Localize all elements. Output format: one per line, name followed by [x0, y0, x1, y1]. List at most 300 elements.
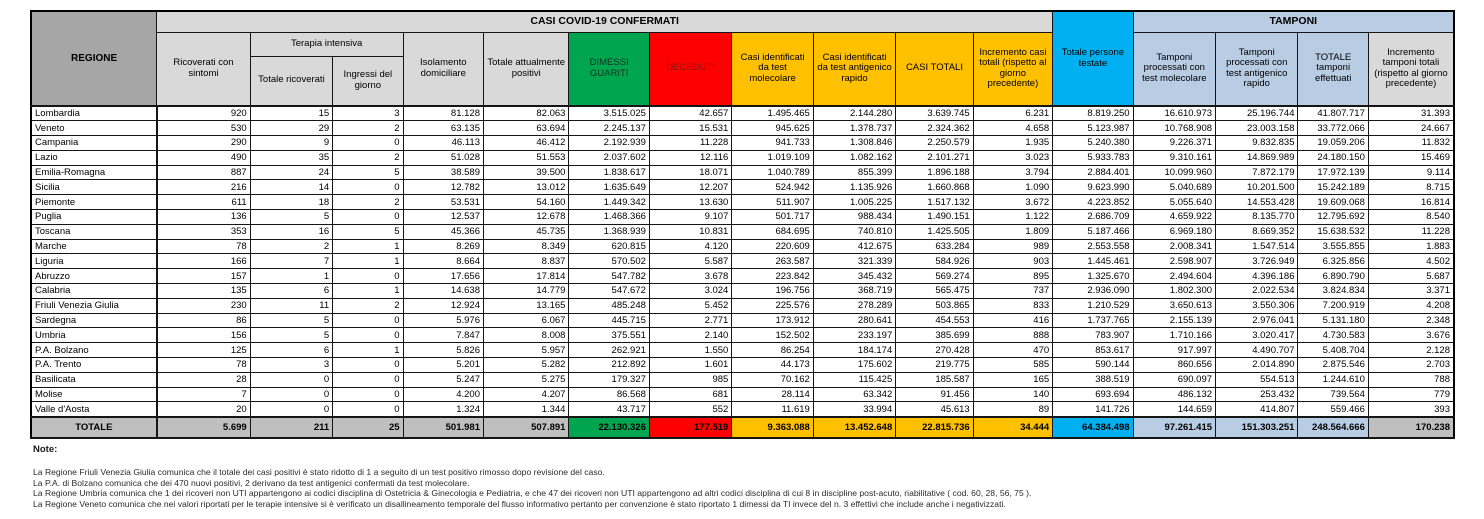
value-cell: 4.490.707: [1216, 343, 1298, 358]
value-cell: 18.071: [649, 165, 731, 180]
value-cell: 78: [157, 239, 251, 254]
value-cell: 353: [157, 224, 251, 239]
value-cell: 11.832: [1368, 136, 1454, 151]
region-name: P.A. Bolzano: [31, 343, 157, 358]
col-header-ricoverati: Ricoverati con sintomi: [157, 32, 251, 106]
value-cell: 223.842: [732, 269, 813, 284]
value-cell: 8.349: [483, 239, 568, 254]
value-cell: 0: [333, 402, 403, 417]
value-cell: 54.160: [483, 195, 568, 210]
value-cell: 53.531: [403, 195, 483, 210]
value-cell: 12.116: [649, 150, 731, 165]
value-cell: 393: [1368, 402, 1454, 417]
value-cell: 2.936.090: [1053, 284, 1133, 299]
value-cell: 216: [157, 180, 251, 195]
notes-title: Note:: [33, 444, 58, 455]
value-cell: 445.715: [569, 313, 649, 328]
region-name: Emilia-Romagna: [31, 165, 157, 180]
value-cell: 262.921: [569, 343, 649, 358]
table-row: [31, 328, 1454, 343]
table-row: [31, 165, 1454, 180]
value-cell: 2.686.709: [1053, 210, 1133, 225]
value-cell: 2.875.546: [1298, 358, 1368, 373]
value-cell: 1: [333, 343, 403, 358]
value-cell: 141.726: [1053, 402, 1133, 417]
totale-label: TOTALE: [31, 417, 157, 438]
value-cell: 220.609: [732, 239, 813, 254]
value-cell: 230: [157, 298, 251, 313]
value-cell: 788: [1368, 372, 1454, 387]
value-cell: 0: [250, 372, 332, 387]
value-cell: 23.003.158: [1216, 121, 1298, 136]
value-cell: 35: [250, 150, 332, 165]
value-cell: 569.274: [896, 269, 973, 284]
value-cell: 5.976: [403, 313, 483, 328]
value-cell: 388.519: [1053, 372, 1133, 387]
value-cell: 8.715: [1368, 180, 1454, 195]
note-line: La Regione Veneto comunica che nei valori riportati per le terapie intensive si è verificato un disallineamento temporale del flusso informativo pertanto per convenzione è stato riportato 1 dimessi da TI invece del n. 3 effettivi che include anche i negativizzati.: [33, 498, 1006, 509]
region-name: Valle d'Aosta: [31, 402, 157, 417]
value-cell: 14: [250, 180, 332, 195]
value-cell: 86: [157, 313, 251, 328]
value-cell: 43.717: [569, 402, 649, 417]
value-cell: 24: [250, 165, 332, 180]
value-cell: 1.495.465: [732, 106, 813, 121]
value-cell: 565.475: [896, 284, 973, 299]
region-name: Marche: [31, 239, 157, 254]
value-cell: 86.254: [732, 343, 813, 358]
value-cell: 17.656: [403, 269, 483, 284]
value-cell: 2: [250, 239, 332, 254]
value-cell: 2.250.579: [896, 136, 973, 151]
value-cell: 0: [333, 269, 403, 284]
value-cell: 3: [333, 106, 403, 121]
value-cell: 63.135: [403, 121, 483, 136]
value-cell: 1.737.765: [1053, 313, 1133, 328]
value-cell: 2: [333, 298, 403, 313]
col-header-casi-molecolare: Casi identificati da test molecolare: [732, 32, 813, 106]
value-cell: 165: [973, 372, 1052, 387]
totale-value-cell: 177.519: [649, 417, 731, 438]
value-cell: 1.635.649: [569, 180, 649, 195]
value-cell: 1.468.366: [569, 210, 649, 225]
col-header-tamponi-antigenico: Tamponi processati con test antigenico rapido: [1216, 32, 1298, 106]
value-cell: 5.687: [1368, 269, 1454, 284]
value-cell: 620.815: [569, 239, 649, 254]
table-row: [31, 136, 1454, 151]
table-row: [31, 358, 1454, 373]
value-cell: 985: [649, 372, 731, 387]
region-name: Basilicata: [31, 372, 157, 387]
value-cell: 1.601: [649, 358, 731, 373]
table-row: [31, 284, 1454, 299]
region-name: Puglia: [31, 210, 157, 225]
value-cell: 681: [649, 387, 731, 402]
value-cell: 13.165: [483, 298, 568, 313]
value-cell: 253.432: [1216, 387, 1298, 402]
totale-value-cell: 170.238: [1368, 417, 1454, 438]
value-cell: 19.059.206: [1298, 136, 1368, 151]
value-cell: 12.678: [483, 210, 568, 225]
value-cell: 12.207: [649, 180, 731, 195]
totale-value-cell: 5.699: [157, 417, 251, 438]
value-cell: 3.024: [649, 284, 731, 299]
totale-value-cell: 211: [250, 417, 332, 438]
region-name: Lombardia: [31, 106, 157, 121]
totale-value-cell: 151.303.251: [1216, 417, 1298, 438]
value-cell: 2.598.907: [1133, 254, 1215, 269]
region-name: Molise: [31, 387, 157, 402]
value-cell: 5: [333, 165, 403, 180]
table-row: [31, 150, 1454, 165]
value-cell: 6: [250, 343, 332, 358]
value-cell: 2: [333, 150, 403, 165]
value-cell: 2.703: [1368, 358, 1454, 373]
table-row: [31, 269, 1454, 284]
value-cell: 547.672: [569, 284, 649, 299]
value-cell: 28: [157, 372, 251, 387]
value-cell: 1.378.737: [813, 121, 895, 136]
col-header-persone-testate: Totale persone testate: [1053, 11, 1133, 106]
table-row: [31, 224, 1454, 239]
value-cell: 547.782: [569, 269, 649, 284]
value-cell: 1.082.162: [813, 150, 895, 165]
value-cell: 135: [157, 284, 251, 299]
table-row: [31, 402, 1454, 417]
value-cell: 81.128: [403, 106, 483, 121]
value-cell: 0: [333, 387, 403, 402]
value-cell: 1: [333, 284, 403, 299]
value-cell: 70.162: [732, 372, 813, 387]
value-cell: 2.101.271: [896, 150, 973, 165]
value-cell: 0: [333, 136, 403, 151]
value-cell: 5: [333, 224, 403, 239]
value-cell: 779: [1368, 387, 1454, 402]
value-cell: 4.658: [973, 121, 1052, 136]
value-cell: 385.699: [896, 328, 973, 343]
value-cell: 3.650.613: [1133, 298, 1215, 313]
value-cell: 1.710.166: [1133, 328, 1215, 343]
value-cell: 2.884.401: [1053, 165, 1133, 180]
region-name: Sicilia: [31, 180, 157, 195]
value-cell: 9.310.161: [1133, 150, 1215, 165]
value-cell: 3: [250, 358, 332, 373]
value-cell: 988.434: [813, 210, 895, 225]
value-cell: 63.694: [483, 121, 568, 136]
value-cell: 219.775: [896, 358, 973, 373]
value-cell: 855.399: [813, 165, 895, 180]
value-cell: 38.589: [403, 165, 483, 180]
value-cell: 611: [157, 195, 251, 210]
value-cell: 1.324: [403, 402, 483, 417]
value-cell: 1.090: [973, 180, 1052, 195]
value-cell: 0: [333, 313, 403, 328]
value-cell: 2.128: [1368, 343, 1454, 358]
value-cell: 2.192.939: [569, 136, 649, 151]
table-row: [31, 106, 1454, 121]
value-cell: 6.067: [483, 313, 568, 328]
value-cell: 10.831: [649, 224, 731, 239]
value-cell: 6.890.790: [1298, 269, 1368, 284]
table-header: [31, 11, 1454, 106]
value-cell: 173.912: [732, 313, 813, 328]
value-cell: 4.659.922: [1133, 210, 1215, 225]
value-cell: 280.641: [813, 313, 895, 328]
value-cell: 45.735: [483, 224, 568, 239]
value-cell: 737: [973, 284, 1052, 299]
value-cell: 8.837: [483, 254, 568, 269]
col-header-regione: REGIONE: [31, 11, 157, 106]
value-cell: 2.245.137: [569, 121, 649, 136]
value-cell: 44.173: [732, 358, 813, 373]
value-cell: 89: [973, 402, 1052, 417]
value-cell: 485.248: [569, 298, 649, 313]
value-cell: 29: [250, 121, 332, 136]
value-cell: 739.564: [1298, 387, 1368, 402]
value-cell: 233.197: [813, 328, 895, 343]
value-cell: 684.695: [732, 224, 813, 239]
table-row: [31, 180, 1454, 195]
totale-value-cell: 34.444: [973, 417, 1052, 438]
value-cell: 412.675: [813, 239, 895, 254]
value-cell: 1.802.300: [1133, 284, 1215, 299]
value-cell: 11.228: [1368, 224, 1454, 239]
value-cell: 2.494.604: [1133, 269, 1215, 284]
notes: [33, 444, 1031, 509]
value-cell: 13.012: [483, 180, 568, 195]
value-cell: 166: [157, 254, 251, 269]
value-cell: 278.289: [813, 298, 895, 313]
value-cell: 136: [157, 210, 251, 225]
value-cell: 179.327: [569, 372, 649, 387]
value-cell: 3.676: [1368, 328, 1454, 343]
value-cell: 212.892: [569, 358, 649, 373]
section-header-tamponi: TAMPONI: [1133, 11, 1454, 32]
value-cell: 3.555.855: [1298, 239, 1368, 254]
value-cell: 125: [157, 343, 251, 358]
value-cell: 524.942: [732, 180, 813, 195]
value-cell: 263.587: [732, 254, 813, 269]
value-cell: 31.393: [1368, 106, 1454, 121]
covid-table: [30, 10, 1455, 439]
value-cell: 5.240.380: [1053, 136, 1133, 151]
region-name: P.A. Trento: [31, 358, 157, 373]
col-header-deceduti: DECEDUTI: [649, 32, 731, 106]
value-cell: 4.502: [1368, 254, 1454, 269]
value-cell: 15.469: [1368, 150, 1454, 165]
value-cell: 42.657: [649, 106, 731, 121]
value-cell: 5: [250, 210, 332, 225]
table-row: [31, 121, 1454, 136]
value-cell: 225.576: [732, 298, 813, 313]
value-cell: 5.201: [403, 358, 483, 373]
value-cell: 2.037.602: [569, 150, 649, 165]
value-cell: 888: [973, 328, 1052, 343]
value-cell: 16.610.973: [1133, 106, 1215, 121]
value-cell: 7: [157, 387, 251, 402]
value-cell: 1.445.461: [1053, 254, 1133, 269]
value-cell: 590.144: [1053, 358, 1133, 373]
value-cell: 1.883: [1368, 239, 1454, 254]
value-cell: 1.809: [973, 224, 1052, 239]
value-cell: 46.113: [403, 136, 483, 151]
totale-value-cell: 13.452.648: [813, 417, 895, 438]
value-cell: 570.502: [569, 254, 649, 269]
value-cell: 12.782: [403, 180, 483, 195]
value-cell: 1.005.225: [813, 195, 895, 210]
value-cell: 1.517.132: [896, 195, 973, 210]
col-header-tamponi-molecolare: Tamponi processati con test molecolare: [1133, 32, 1215, 106]
section-header-casi-confermati: CASI COVID-19 CONFERMATI: [157, 11, 1053, 32]
value-cell: 3.794: [973, 165, 1052, 180]
value-cell: 3.639.745: [896, 106, 973, 121]
value-cell: 2.771: [649, 313, 731, 328]
value-cell: 8.669.352: [1216, 224, 1298, 239]
value-cell: 1: [333, 254, 403, 269]
value-cell: 5.131.180: [1298, 313, 1368, 328]
value-cell: 5.826: [403, 343, 483, 358]
value-cell: 11.228: [649, 136, 731, 151]
value-cell: 416: [973, 313, 1052, 328]
value-cell: 8.269: [403, 239, 483, 254]
value-cell: 10.201.500: [1216, 180, 1298, 195]
value-cell: 321.339: [813, 254, 895, 269]
value-cell: 4.200: [403, 387, 483, 402]
value-cell: 17.972.139: [1298, 165, 1368, 180]
value-cell: 3.371: [1368, 284, 1454, 299]
value-cell: 2.014.890: [1216, 358, 1298, 373]
value-cell: 9.226.371: [1133, 136, 1215, 151]
col-header-casi-antigenico: Casi identificati da test antigenico rapido: [813, 32, 895, 106]
value-cell: 1.550: [649, 343, 731, 358]
value-cell: 2.008.341: [1133, 239, 1215, 254]
value-cell: 2.324.362: [896, 121, 973, 136]
value-cell: 5: [250, 313, 332, 328]
value-cell: 14.638: [403, 284, 483, 299]
value-cell: 941.733: [732, 136, 813, 151]
value-cell: 1: [250, 269, 332, 284]
value-cell: 9.107: [649, 210, 731, 225]
value-cell: 16.814: [1368, 195, 1454, 210]
value-cell: 554.513: [1216, 372, 1298, 387]
value-cell: 11: [250, 298, 332, 313]
value-cell: 78: [157, 358, 251, 373]
value-cell: 51.028: [403, 150, 483, 165]
value-cell: 8.819.250: [1053, 106, 1133, 121]
value-cell: 920: [157, 106, 251, 121]
value-cell: 7: [250, 254, 332, 269]
value-cell: 12.537: [403, 210, 483, 225]
value-cell: 7.872.179: [1216, 165, 1298, 180]
value-cell: 20: [157, 402, 251, 417]
value-cell: 860.656: [1133, 358, 1215, 373]
value-cell: 184.174: [813, 343, 895, 358]
totale-row: [31, 417, 1454, 438]
value-cell: 115.425: [813, 372, 895, 387]
value-cell: 1.135.926: [813, 180, 895, 195]
value-cell: 3.824.834: [1298, 284, 1368, 299]
value-cell: 530: [157, 121, 251, 136]
region-name: Lazio: [31, 150, 157, 165]
value-cell: 584.926: [896, 254, 973, 269]
col-header-totale-ricoverati: Totale ricoverati: [250, 56, 332, 106]
value-cell: 511.907: [732, 195, 813, 210]
value-cell: 7.200.919: [1298, 298, 1368, 313]
value-cell: 633.284: [896, 239, 973, 254]
value-cell: 45.366: [403, 224, 483, 239]
table-row: [31, 387, 1454, 402]
value-cell: 693.694: [1053, 387, 1133, 402]
totale-value-cell: 22.815.736: [896, 417, 973, 438]
value-cell: 6: [250, 284, 332, 299]
value-cell: 368.719: [813, 284, 895, 299]
value-cell: 185.587: [896, 372, 973, 387]
value-cell: 8.135.770: [1216, 210, 1298, 225]
value-cell: 1.308.846: [813, 136, 895, 151]
region-name: Piemonte: [31, 195, 157, 210]
value-cell: 1.935: [973, 136, 1052, 151]
region-name: Sardegna: [31, 313, 157, 328]
value-cell: 82.063: [483, 106, 568, 121]
value-cell: 86.568: [569, 387, 649, 402]
region-name: Veneto: [31, 121, 157, 136]
value-cell: 8.008: [483, 328, 568, 343]
value-cell: 1.449.342: [569, 195, 649, 210]
value-cell: 501.717: [732, 210, 813, 225]
totale-value-cell: 9.363.088: [732, 417, 813, 438]
totale-value-cell: 248.564.666: [1298, 417, 1368, 438]
value-cell: 63.342: [813, 387, 895, 402]
value-cell: 559.466: [1298, 402, 1368, 417]
value-cell: 9.832.835: [1216, 136, 1298, 151]
table-row: [31, 239, 1454, 254]
value-cell: 51.553: [483, 150, 568, 165]
value-cell: 33.772.066: [1298, 121, 1368, 136]
value-cell: 25.196.744: [1216, 106, 1298, 121]
table-row: [31, 254, 1454, 269]
value-cell: 5.452: [649, 298, 731, 313]
value-cell: 1.019.109: [732, 150, 813, 165]
value-cell: 5.957: [483, 343, 568, 358]
value-cell: 887: [157, 165, 251, 180]
totale-value-cell: 97.261.415: [1133, 417, 1215, 438]
value-cell: 2.976.041: [1216, 313, 1298, 328]
value-cell: 3.023: [973, 150, 1052, 165]
value-cell: 3.726.949: [1216, 254, 1298, 269]
value-cell: 690.097: [1133, 372, 1215, 387]
value-cell: 15: [250, 106, 332, 121]
value-cell: 2.348: [1368, 313, 1454, 328]
value-cell: 989: [973, 239, 1052, 254]
value-cell: 486.132: [1133, 387, 1215, 402]
col-header-isolamento: Isolamento domiciliare: [403, 32, 483, 106]
value-cell: 5.055.640: [1133, 195, 1215, 210]
value-cell: 144.659: [1133, 402, 1215, 417]
value-cell: 12.795.692: [1298, 210, 1368, 225]
value-cell: 0: [333, 210, 403, 225]
table-row: [31, 210, 1454, 225]
totale-value-cell: 64.384.498: [1053, 417, 1133, 438]
value-cell: 5: [250, 328, 332, 343]
value-cell: 1.896.188: [896, 165, 973, 180]
value-cell: 490: [157, 150, 251, 165]
value-cell: 16: [250, 224, 332, 239]
value-cell: 2.155.139: [1133, 313, 1215, 328]
value-cell: 4.730.583: [1298, 328, 1368, 343]
value-cell: 0: [333, 372, 403, 387]
value-cell: 18: [250, 195, 332, 210]
region-name: Abruzzo: [31, 269, 157, 284]
